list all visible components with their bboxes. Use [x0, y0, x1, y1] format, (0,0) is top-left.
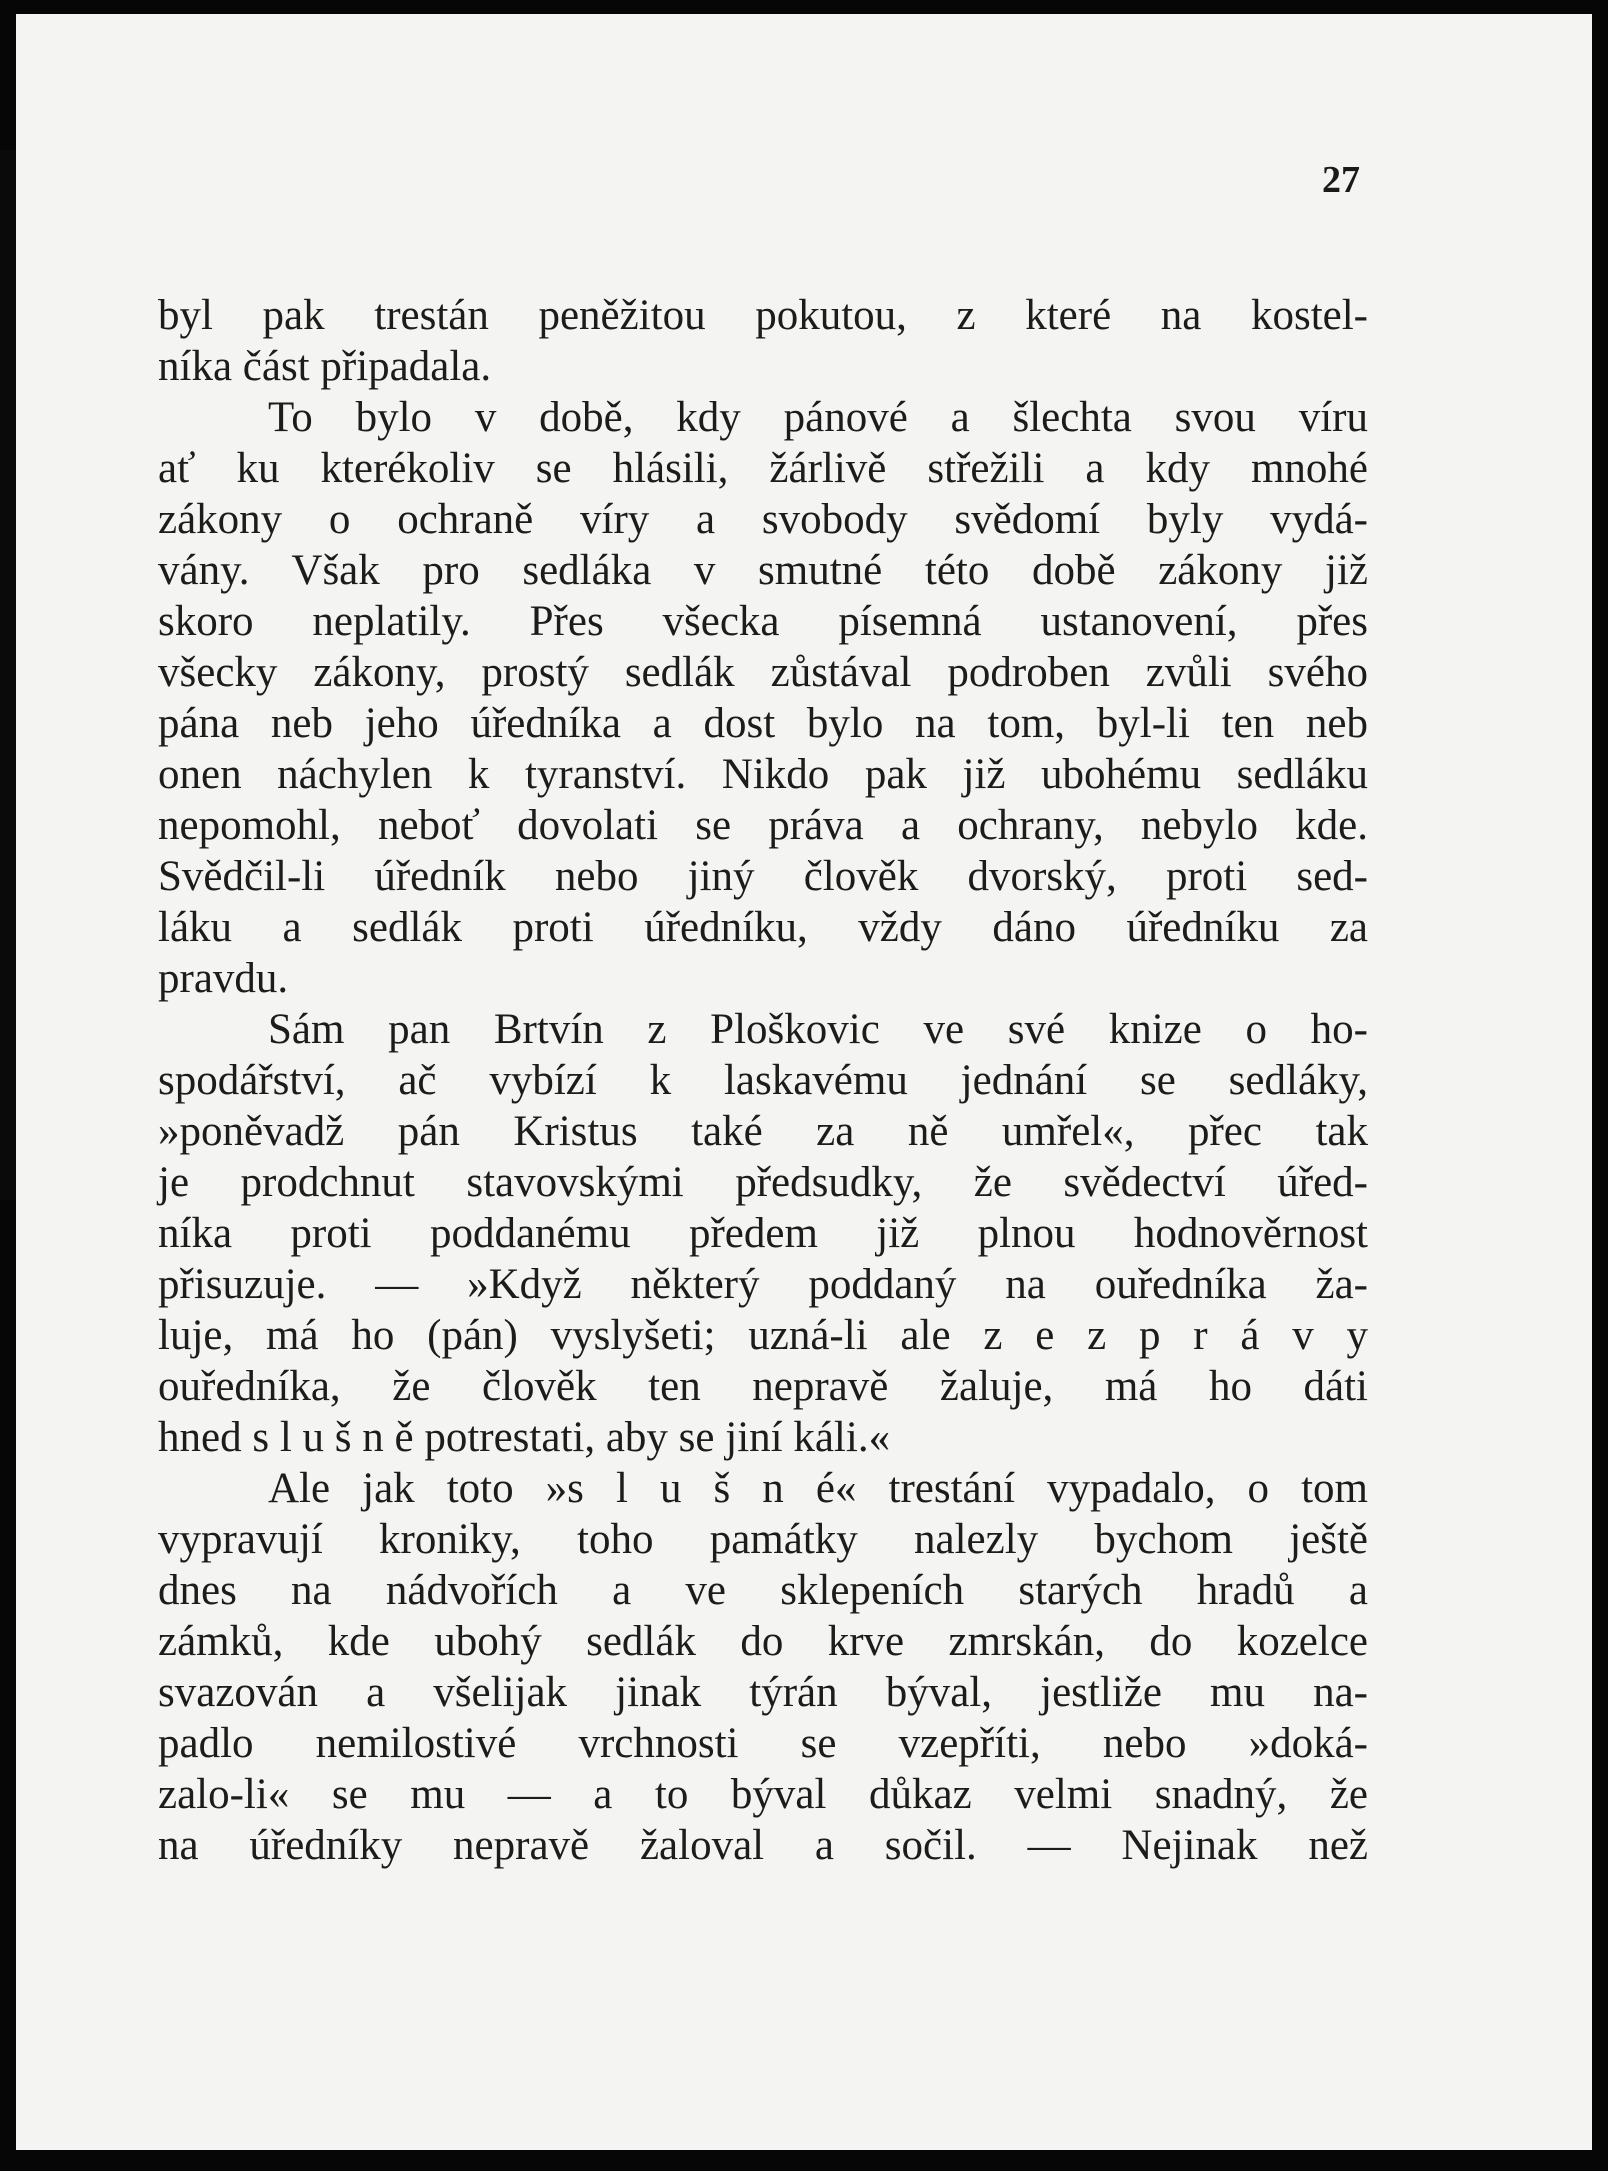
text-line: zalo-li« se mu — a to býval důkaz velmi snadný, že: [158, 1771, 1368, 1818]
text-line: zámků, kde ubohý sedlák do krve zmrskán, do kozelce: [158, 1618, 1368, 1665]
text-line: vány. Však pro sedláka v smutné této době zákony již: [158, 547, 1368, 594]
text-line: skoro neplatily. Přes všecka písemná ustanovení, přes: [158, 598, 1368, 645]
text-line: všecky zákony, prostý sedlák zůstával podroben zvůli svého: [158, 649, 1368, 696]
text-line: níka proti poddanému předem již plnou hodnověrnost: [158, 1210, 1368, 1257]
text-line: »poněvadž pán Kristus také za ně umřel«, přec tak: [158, 1108, 1368, 1155]
page-number: 27: [1322, 159, 1360, 201]
text-line: To bylo v době, kdy pánové a šlechta svou víru: [268, 394, 1368, 441]
text-line: ouředníka, že člověk ten nepravě žaluje, má ho dáti: [158, 1363, 1368, 1410]
text-line: je prodchnut stavovskými předsudky, že svědectví úřed-: [158, 1159, 1368, 1206]
text-line: vypravují kroniky, toho památky nalezly bychom ještě: [158, 1516, 1368, 1563]
text-line: pána neb jeho úředníka a dost bylo na tom, byl-li ten neb: [158, 700, 1368, 747]
text-line: dnes na nádvořích a ve sklepeních starých hradů a: [158, 1567, 1368, 1614]
text-line: zákony o ochraně víry a svobody svědomí byly vydá-: [158, 496, 1368, 543]
text-line: luje, má ho (pán) vyslyšeti; uzná-li ale z e z p r á v y: [158, 1312, 1368, 1359]
text-line: Svědčil-li úředník nebo jiný člověk dvorský, proti sed-: [158, 853, 1368, 900]
text-line: nepomohl, neboť dovolati se práva a ochrany, nebylo kde.: [158, 802, 1368, 849]
body-text: [158, 290, 1368, 1871]
text-line: Sám pan Brtvín z Ploškovic ve své knize o ho-: [268, 1006, 1368, 1053]
text-line: láku a sedlák proti úředníku, vždy dáno úředníku za: [158, 904, 1368, 951]
text-line: byl pak trestán peněžitou pokutou, z které na kostel-: [158, 292, 1368, 339]
text-line: ať ku kterékoliv se hlásili, žárlivě střežili a kdy mnohé: [158, 445, 1368, 492]
text-line: svazován a všelijak jinak týrán býval, jestliže mu na-: [158, 1669, 1368, 1716]
text-line: hned s l u š n ě potrestati, aby se jiní káli.«: [158, 1414, 891, 1461]
text-line: pravdu.: [158, 955, 289, 1002]
text-line: spodářství, ač vybízí k laskavému jednání se sedláky,: [158, 1057, 1368, 1104]
text-line: onen náchylen k tyranství. Nikdo pak již ubohému sedláku: [158, 751, 1368, 798]
text-line: Ale jak toto »s l u š n é« trestání vypadalo, o tom: [268, 1465, 1368, 1512]
text-line: padlo nemilostivé vrchnosti se vzepříti, nebo »doká-: [158, 1720, 1368, 1767]
text-line: níka část připadala.: [158, 343, 492, 390]
text-line: na úředníky nepravě žaloval a sočil. — Nejinak než: [158, 1822, 1368, 1869]
text-line: přisuzuje. — »Když některý poddaný na ouředníka ža-: [158, 1261, 1368, 1308]
